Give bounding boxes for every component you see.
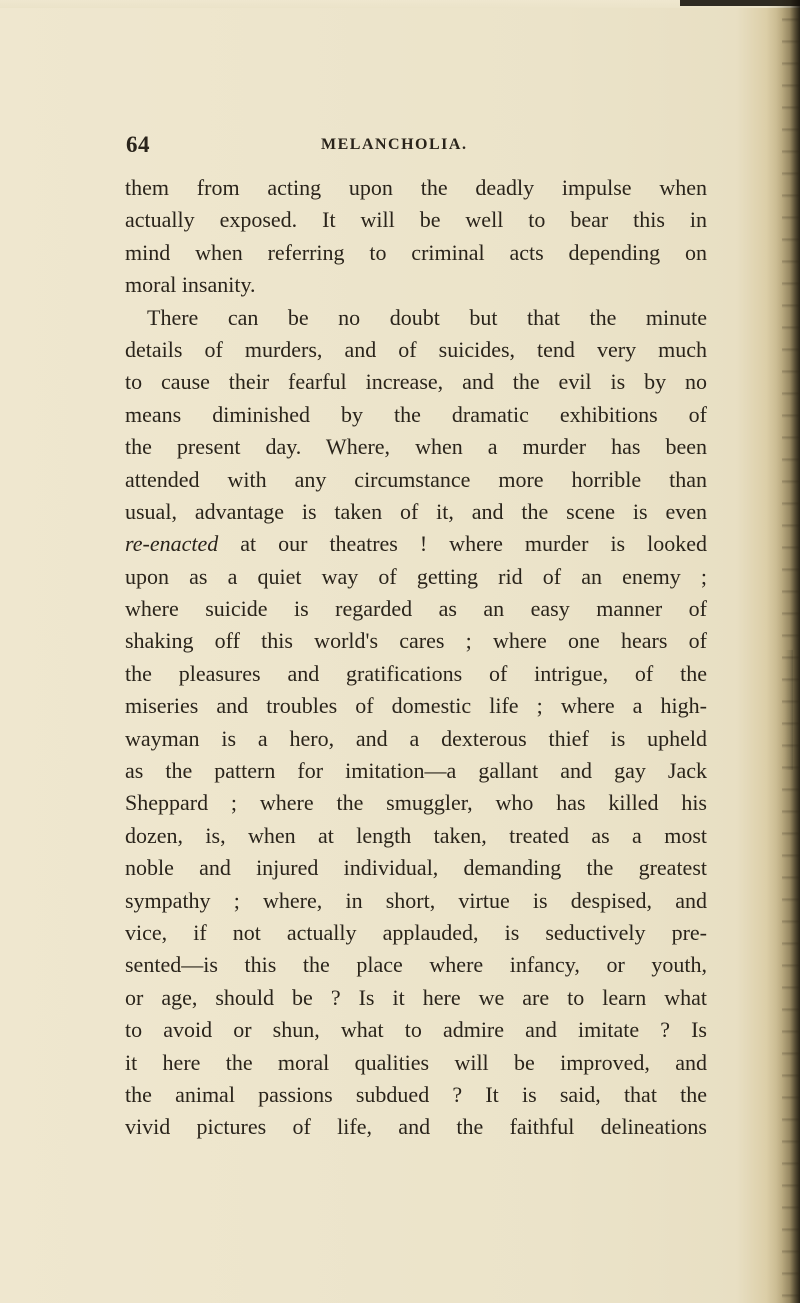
text-line: as the pattern for imitation—a gallant and gay Jack bbox=[125, 758, 707, 784]
text-line: means diminished by the dramatic exhibitions of bbox=[125, 401, 707, 427]
text-line: attended with any circumstance more horrible than bbox=[125, 466, 707, 492]
text-line: sympathy ; where, in short, virtue is despised, and bbox=[125, 887, 707, 913]
text-line: noble and injured individual, demanding the greatest bbox=[125, 855, 707, 881]
text-line: usual, advantage is taken of it, and the scene is even bbox=[125, 498, 707, 524]
text-line: vivid pictures of life, and the faithful delineations bbox=[125, 1114, 707, 1140]
page-header bbox=[126, 132, 716, 160]
text-line: miseries and troubles of domestic life ; where a high- bbox=[125, 693, 707, 719]
text-line: them from acting upon the deadly impulse when bbox=[125, 175, 707, 200]
text-line: where suicide is regarded as an easy manner of bbox=[125, 596, 707, 622]
text-line: sented—is this the place where infancy, or youth, bbox=[125, 952, 707, 978]
text-line: the pleasures and gratifications of intrigue, of the bbox=[125, 660, 707, 686]
text-line: vice, if not actually applauded, is seductively pre- bbox=[125, 919, 707, 945]
text-line: to avoid or shun, what to admire and imitate ? Is bbox=[125, 1017, 707, 1043]
text-line: the present day. Where, when a murder has been bbox=[125, 434, 707, 460]
text-line: mind when referring to criminal acts depending on bbox=[125, 239, 707, 265]
text-line-remainder: at our theatres ! where murder is looked bbox=[240, 531, 707, 557]
text-line: There can be no doubt but that the minute bbox=[147, 304, 707, 330]
page-fold-shadow bbox=[785, 650, 793, 770]
text-line: or age, should be ? Is it here we are to learn what bbox=[125, 984, 707, 1010]
text-line: shaking off this world's cares ; where one hears of bbox=[125, 628, 707, 654]
text-line-with-italic bbox=[125, 528, 707, 560]
text-line: to cause their fearful increase, and the evil is by no bbox=[125, 369, 707, 395]
body-text bbox=[125, 172, 707, 1144]
running-head: MELANCHOLIA. bbox=[321, 136, 468, 153]
italic-phrase: re-enacted bbox=[125, 531, 219, 557]
text-line: moral insanity. bbox=[125, 272, 256, 298]
text-line: Sheppard ; where the smuggler, who has killed his bbox=[125, 790, 707, 816]
text-line: wayman is a hero, and a dexterous thief is upheld bbox=[125, 725, 707, 751]
text-line: details of murders, and of suicides, tend very much bbox=[125, 336, 707, 362]
page-number: 64 bbox=[126, 132, 150, 157]
text-line: dozen, is, when at length taken, treated as a most bbox=[125, 822, 707, 848]
text-line: the animal passions subdued ? It is said, that the bbox=[125, 1081, 707, 1107]
text-line: actually exposed. It will be well to bear this in bbox=[125, 207, 707, 233]
text-line: it here the moral qualities will be improved, and bbox=[125, 1049, 707, 1075]
text-line: upon as a quiet way of getting rid of an enemy ; bbox=[125, 563, 707, 589]
